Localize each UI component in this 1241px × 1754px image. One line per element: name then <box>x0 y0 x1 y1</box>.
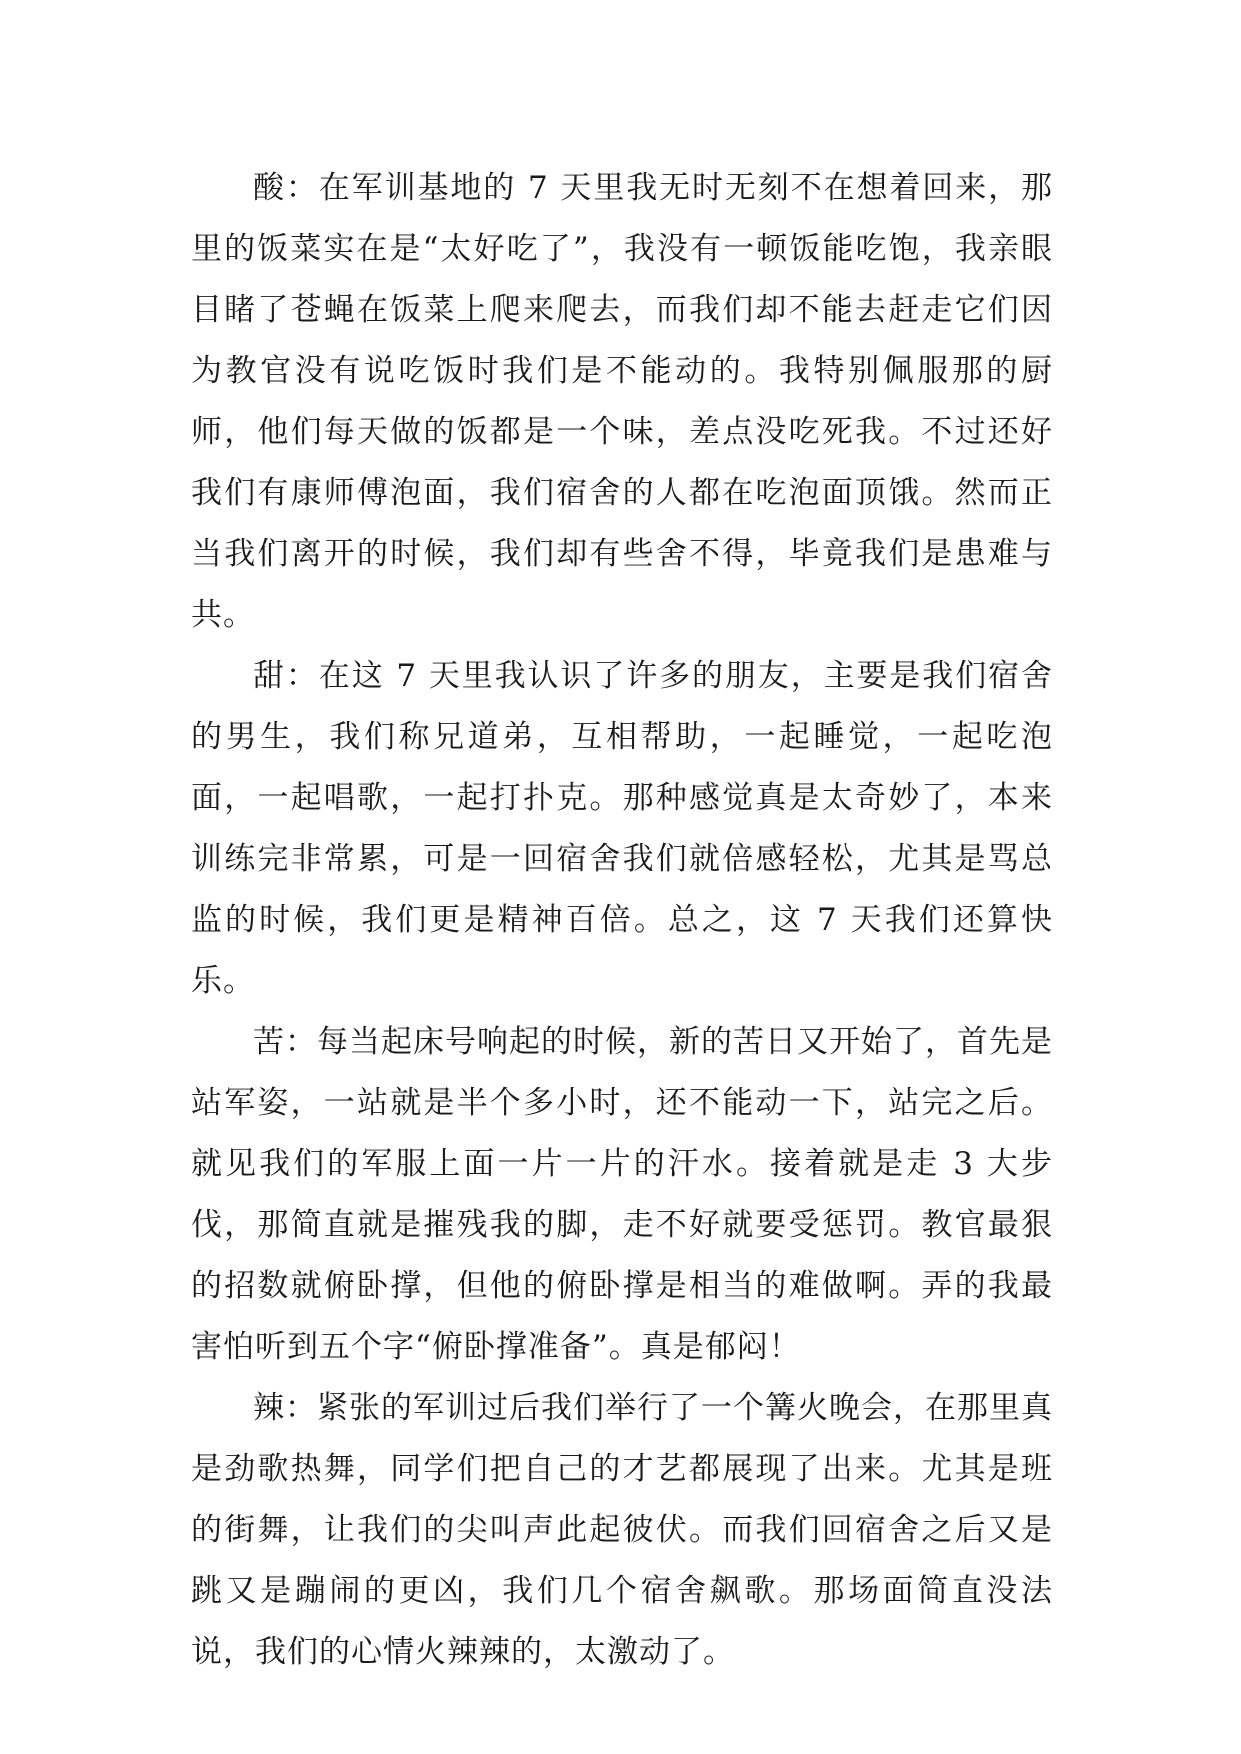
body-text <box>191 158 1053 1683</box>
paragraph-sour: 酸：在军训基地的 7 天里我无时无刻不在想着回来，那里的饭菜实在是“太好吃了”，我没有一顿饭能吃饱，我亲眼目睹了苍蝇在饭菜上爬来爬去，而我们却不能去赶走它们因为教官没有说吃饭时我们是不能动的。我特别佩服那的厨师，他们每天做的饭都是一个味，差点没吃死我。不过还好我们有康师傅泡面，我们宿舍的人都在吃泡面顶饿。然而正当我们离开的时候，我们却有些舍不得，毕竟我们是患难与共。 <box>191 170 1053 633</box>
paragraph-spicy: 辣：紧张的军训过后我们举行了一个篝火晚会，在那里真是劲歌热舞，同学们把自己的才艺都展现了出来。尤其是班的街舞，让我们的尖叫声此起彼伏。而我们回宿舍之后又是跳又是蹦闹的更凶，我们几个宿舍飙歌。那场面简直没法说，我们的心情火辣辣的，太激动了。 <box>191 1390 1053 1670</box>
paragraph-sweet: 甜：在这 7 天里我认识了许多的朋友，主要是我们宿舍的男生，我们称兄道弟，互相帮助，一起睡觉，一起吃泡面，一起唱歌，一起打扑克。那种感觉真是太奇妙了，本来训练完非常累，可是一回宿舍我们就倍感轻松，尤其是骂总监的时候，我们更是精神百倍。总之，这 7 天我们还算快乐。 <box>191 658 1053 999</box>
paragraph-bitter: 苦：每当起床号响起的时候，新的苦日又开始了，首先是站军姿，一站就是半个多小时，还不能动一下，站完之后。就见我们的军服上面一片一片的汗水。接着就是走 3 大步伐，那简直就是摧残我的脚，走不好就要受惩罚。教官最狠的招数就俯卧撑，但他的俯卧撑是相当的难做啊。弄的我最害怕听到五个字“俯卧撑准备”。真是郁闷！ <box>191 1024 1053 1365</box>
